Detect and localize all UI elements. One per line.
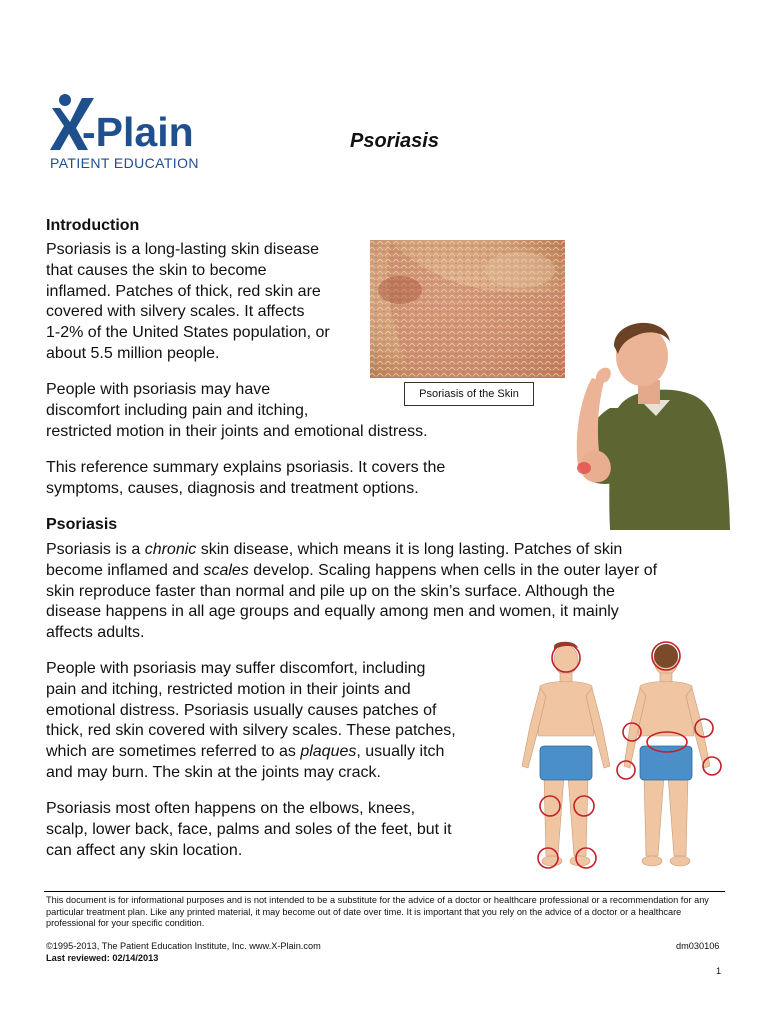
text-line: restricted motion in their joints and emotional distress. <box>46 422 428 440</box>
x-plain-logo <box>48 92 218 172</box>
text-line: This reference summary explains psoriasis. It covers the <box>46 459 446 476</box>
introduction-paragraph-2 <box>46 380 428 442</box>
psoriasis-skin-photo <box>370 240 565 378</box>
introduction-paragraph-1 <box>46 240 330 365</box>
text-line: skin reproduce faster than normal and pile up on the skin’s surface. Although the <box>46 582 615 600</box>
footer-document-id: dm030106 <box>676 941 720 951</box>
footer-divider <box>44 891 725 892</box>
logo-tagline: PATIENT EDUCATION <box>50 155 199 171</box>
text-line: symptoms, causes, diagnosis and treatment options. <box>46 479 419 497</box>
text-line: Psoriasis most often happens on the elbows, knees, <box>46 800 416 817</box>
text-line: affects adults. <box>46 624 145 642</box>
photo-caption: Psoriasis of the Skin <box>404 382 534 406</box>
page-number: 1 <box>716 966 722 976</box>
text-line: pain and itching, restricted motion in their joints and <box>46 680 411 698</box>
psoriasis-heading: Psoriasis <box>46 516 118 533</box>
text-line: inflamed. Patches of thick, red skin are <box>46 282 321 300</box>
text-line: disease happens in all age groups and equally among men and women, it mainly <box>46 603 619 621</box>
text-line <box>46 742 456 763</box>
front-shorts <box>540 746 592 780</box>
text-line <box>46 561 726 582</box>
logo-wordmark: -Plain <box>82 109 194 155</box>
text-line: Psoriasis is a long-lasting skin disease <box>46 241 320 258</box>
text-run: become inflamed and <box>46 561 204 579</box>
text-line: covered with silvery scales. It affects <box>46 303 305 321</box>
text-line: that causes the skin to become <box>46 261 267 279</box>
text-line: about 5.5 million people. <box>46 344 220 362</box>
text-line: People with psoriasis may suffer discomfort, including <box>46 660 426 677</box>
body-locations-illustration <box>510 636 732 882</box>
text-line: discomfort including pain and itching, <box>46 401 309 419</box>
text-line: thick, red skin covered with silvery scales. These patches, <box>46 722 456 740</box>
text-line: scalp, lower back, face, palms and soles of the feet, but it <box>46 820 452 838</box>
text-run: which are sometimes referred to as <box>46 743 301 761</box>
footer-copyright: ©1995-2013, The Patient Education Institute, Inc. www.X-Plain.com <box>46 941 321 951</box>
text-run: Psoriasis is a <box>46 541 145 558</box>
back-shorts <box>640 746 692 780</box>
text-line: emotional distress. Psoriasis usually causes patches of <box>46 701 437 719</box>
man-elbow-pain-illustration <box>570 308 732 530</box>
psoriasis-paragraph-1 <box>46 540 726 644</box>
text-run: skin disease, which means it is long lasting. Patches of skin <box>196 541 623 558</box>
psoriasis-paragraph-3 <box>46 799 452 861</box>
text-run: , usually itch <box>356 743 445 761</box>
text-line <box>46 540 726 561</box>
text-line: and may burn. The skin at the joints may crack. <box>46 763 381 781</box>
psoriasis-paragraph-2 <box>46 659 456 784</box>
introduction-heading: Introduction <box>46 217 140 234</box>
text-run: develop. Scaling happens when cells in the outer layer of <box>248 561 658 579</box>
emphasis-plaques: plaques <box>300 743 357 761</box>
footer-last-reviewed: Last reviewed: 02/14/2013 <box>46 953 159 963</box>
text-line: can affect any skin location. <box>46 841 243 859</box>
emphasis-scales: scales <box>203 561 249 579</box>
back-hair <box>654 644 678 668</box>
emphasis-chronic: chronic <box>144 541 197 558</box>
introduction-paragraph-3 <box>46 458 445 500</box>
footer-disclaimer: This document is for informational purposes and is not intended to be a substitute for the advice of a doctor or healthcare professional or a recommendation for any particular treatment plan. Like any printed material, it may become out of date over time. It is important that you rely on the advice of a doctor or a healthcare professional for your specific condition. <box>46 895 709 928</box>
document-title: Psoriasis <box>350 130 439 152</box>
text-line: 1-2% of the United States population, or <box>46 324 330 342</box>
text-line: People with psoriasis may have <box>46 381 271 398</box>
